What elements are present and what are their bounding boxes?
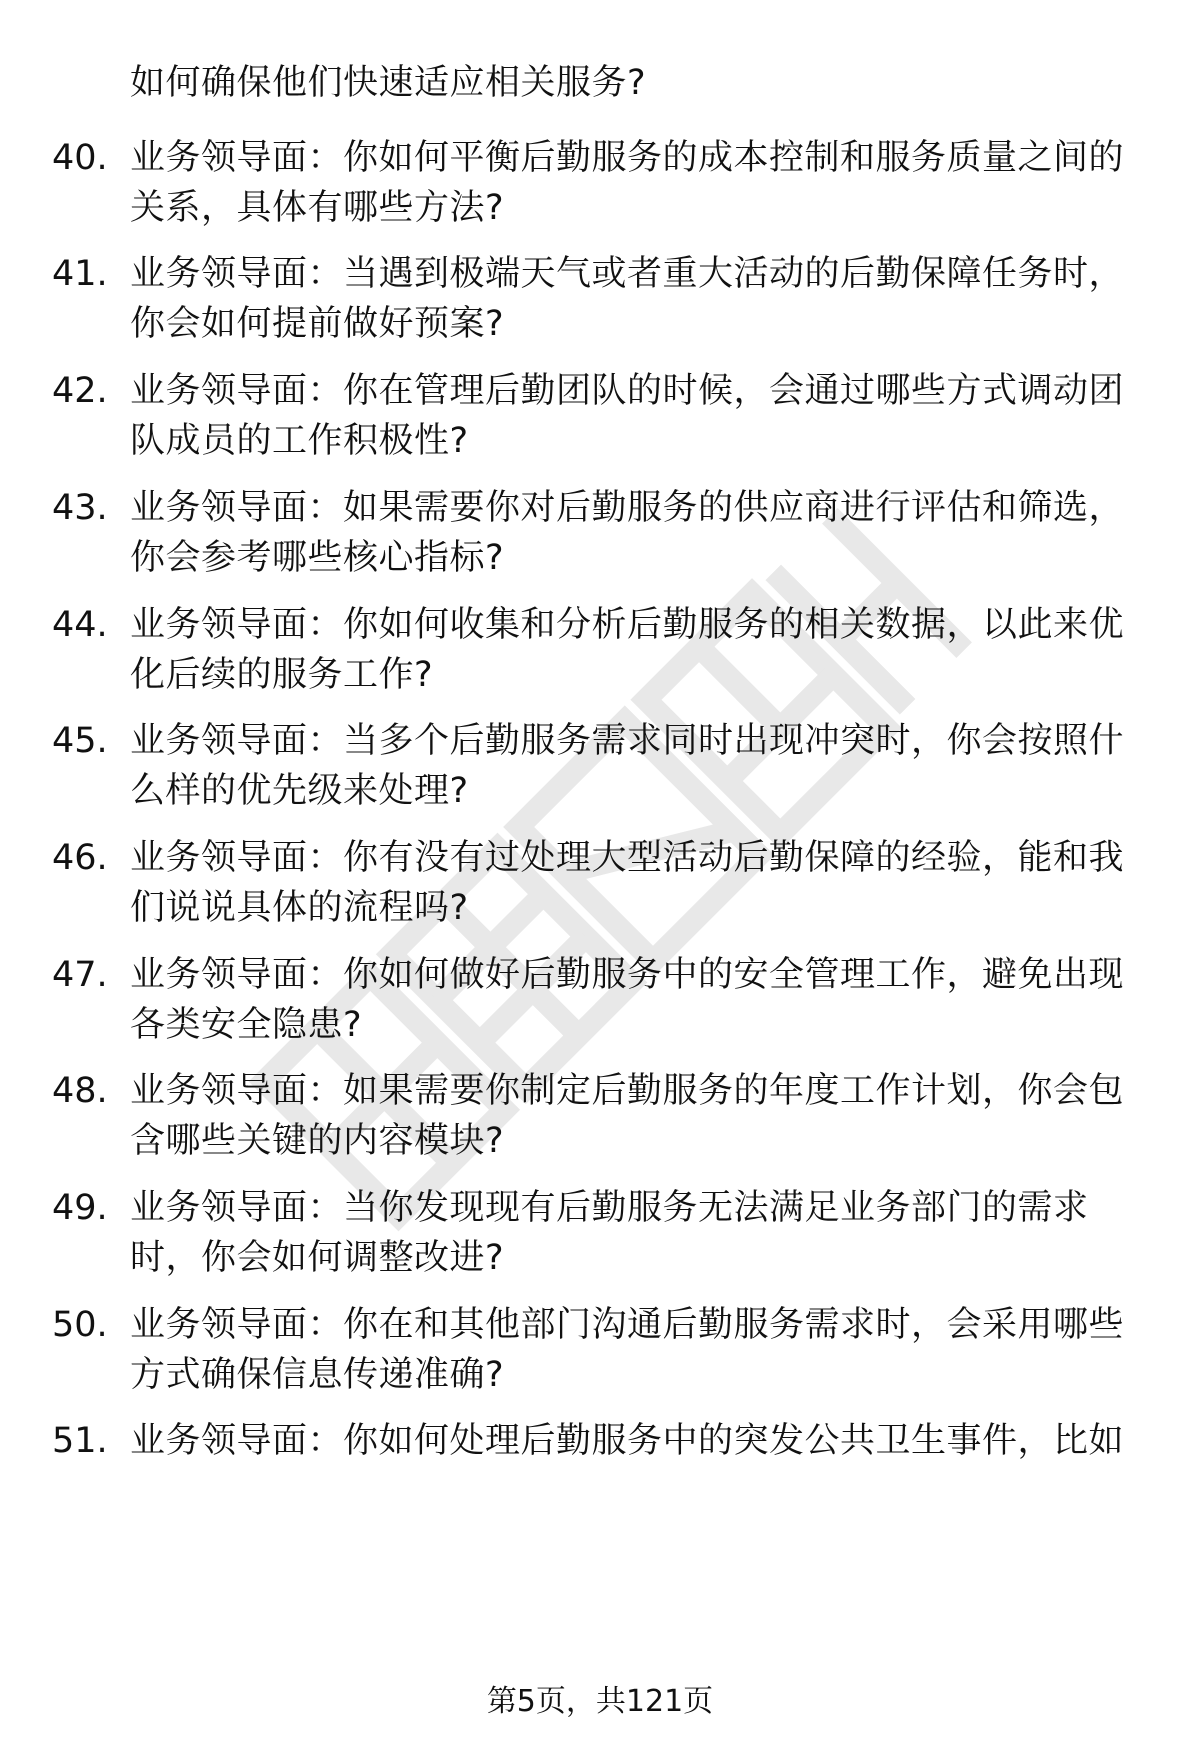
question-text-line: 业务领导面：你如何收集和分析后勤服务的相关数据，以此来优: [130, 605, 1125, 645]
question-text-line: 们说说具体的流程吗?: [130, 888, 469, 928]
question-number: 47.: [52, 955, 108, 995]
question-text-line: 业务领导面：如果需要你对后勤服务的供应商进行评估和筛选，: [130, 488, 1125, 528]
question-number: 44.: [52, 605, 108, 645]
question-text-line: 你会参考哪些核心指标?: [130, 538, 505, 578]
question-text-line: 业务领导面：你在管理后勤团队的时候，会通过哪些方式调动团: [130, 371, 1125, 411]
question-text-line: 业务领导面：你如何处理后勤服务中的突发公共卫生事件，比如: [130, 1421, 1125, 1461]
question-text-line: 各类安全隐患?: [130, 1005, 363, 1045]
question-text-line: 业务领导面：当你发现现有后勤服务无法满足业务部门的需求: [130, 1188, 1089, 1228]
question-number: 46.: [52, 838, 108, 878]
question-item: [0, 833, 1200, 933]
question-item: [0, 1300, 1200, 1400]
question-item: [0, 366, 1200, 466]
question-text-line: 时，你会如何调整改进?: [130, 1238, 505, 1278]
question-item: [0, 1066, 1200, 1166]
question-item: [0, 483, 1200, 583]
question-number: 42.: [52, 371, 108, 411]
question-text-line: 业务领导面：你有没有过处理大型活动后勤保障的经验，能和我: [130, 838, 1125, 878]
question-number: 50.: [52, 1305, 108, 1345]
question-item: [0, 1416, 1200, 1516]
question-number: 48.: [52, 1071, 108, 1111]
question-text-line: 业务领导面：当遇到极端天气或者重大活动的后勤保障任务时，: [130, 254, 1125, 294]
question-text-line: 业务领导面：你如何做好后勤服务中的安全管理工作，避免出现: [130, 955, 1125, 995]
question-item: [0, 133, 1200, 233]
question-number: 51.: [52, 1421, 108, 1461]
question-number: 49.: [52, 1188, 108, 1228]
page-footer: 第5页，共121页: [486, 1684, 714, 1719]
question-item: [0, 716, 1200, 816]
question-item: [0, 249, 1200, 349]
question-text-line: 业务领导面：如果需要你制定后勤服务的年度工作计划，你会包: [130, 1071, 1125, 1111]
question-text-line: 队成员的工作积极性?: [130, 421, 469, 461]
question-text-line: 业务领导面：你在和其他部门沟通后勤服务需求时，会采用哪些: [130, 1305, 1125, 1345]
question-number: 45.: [52, 721, 108, 761]
question-text-line: 关系，具体有哪些方法?: [130, 188, 505, 228]
question-text-line: 化后续的服务工作?: [130, 655, 434, 695]
question-item: [0, 1183, 1200, 1283]
continuation-line: 如何确保他们快速适应相关服务?: [130, 63, 647, 103]
question-text-line: 方式确保信息传递准确?: [130, 1355, 505, 1395]
question-number: 40.: [52, 138, 108, 178]
question-text-line: 业务领导面：你如何平衡后勤服务的成本控制和服务质量之间的: [130, 138, 1125, 178]
question-text-line: 你会如何提前做好预案?: [130, 304, 505, 344]
question-text-line: 业务领导面：当多个后勤服务需求同时出现冲突时，你会按照什: [130, 721, 1125, 761]
question-item: [0, 950, 1200, 1050]
question-number: 41.: [52, 254, 108, 294]
question-text-line: 含哪些关键的内容模块?: [130, 1121, 505, 1161]
question-item: [0, 600, 1200, 700]
question-text-line: 么样的优先级来处理?: [130, 771, 469, 811]
question-number: 43.: [52, 488, 108, 528]
